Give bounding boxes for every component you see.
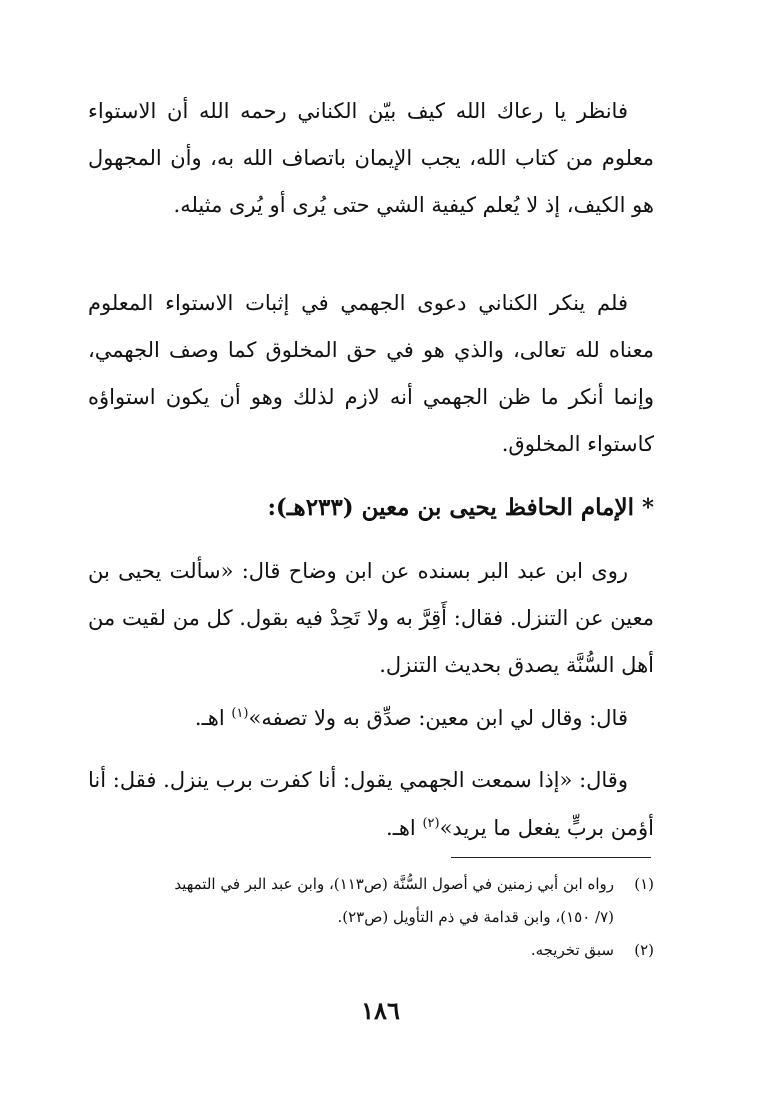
paragraph-4-end: اهـ. (194, 706, 232, 730)
section-heading: * الإمام الحافظ يحيى بن معين (٢٣٣هـ): (267, 494, 654, 521)
paragraph-3 (88, 548, 654, 689)
paragraph-3-text: روى ابن عبد البر بسنده عن ابن وضاح قال: «سألت يحيى بن معين عن التنزل. فقال: أَقِرَّ به ولا تَحِدْ فيه بقول. كل من لقيت من أهل السُّنَّة يصدق بحديث التنزل. (88, 559, 654, 677)
page-number: ١٨٦ (361, 996, 400, 1025)
paragraph-2-text: فلم ينكر الكناني دعوى الجهمي في إثبات الاستواء المعلوم معناه لله تعالى، والذي هو في حق المخلوق كما وصف الجهمي، وإنما أنكر ما ظن الجهمي أنه لازم لذلك وهو أن يكون استواؤه كاستواء المخلوق. (88, 291, 654, 456)
footnote-1 (88, 868, 654, 901)
footnote-1-marker: (١) (634, 875, 654, 893)
footnote-divider (451, 857, 651, 858)
footnote-ref-2[interactable]: (٢) (422, 816, 440, 831)
footnote-1-line-1: رواه ابن أبي زمنين في أصول السُّنَّة (ص١١٣)، وابن عبد البر في التمهيد (174, 875, 614, 893)
paragraph-1-text: فانظر يا رعاك الله كيف بيّن الكناني رحمه الله أن الاستواء معلوم من كتاب الله، يجب الإيمان باتصاف الله به، وأن المجهول هو الكيف، إذ لا يُعلم كيفية الشي حتى يُرى أو يُرى مثيله. (88, 99, 654, 217)
footnote-2 (88, 934, 654, 967)
footnotes (88, 868, 654, 967)
footnote-2-line-1: سبق تخريجه. (530, 941, 614, 959)
paragraph-4 (88, 692, 654, 740)
paragraph-2 (88, 280, 654, 468)
paragraph-5-text: وقال: «إذا سمعت الجهمي يقول: أنا كفرت برب ينزل. فقل: أنا أؤمن بربٍّ يفعل ما يريد» (88, 768, 654, 840)
footnote-ref-1[interactable]: (١) (231, 706, 249, 721)
footnote-1-line-2: (٧/ ١٥٠)، وابن قدامة في ذم التأويل (ص٢٣). (337, 908, 614, 926)
footnote-2-marker: (٢) (634, 941, 654, 959)
footnote-1-continued (88, 901, 654, 934)
paragraph-5-end: اهـ. (386, 816, 423, 840)
paragraph-5 (88, 758, 654, 850)
paragraph-1 (88, 88, 654, 229)
paragraph-4-text: قال: وقال لي ابن معين: صدِّق به ولا تصفه» (248, 706, 628, 730)
